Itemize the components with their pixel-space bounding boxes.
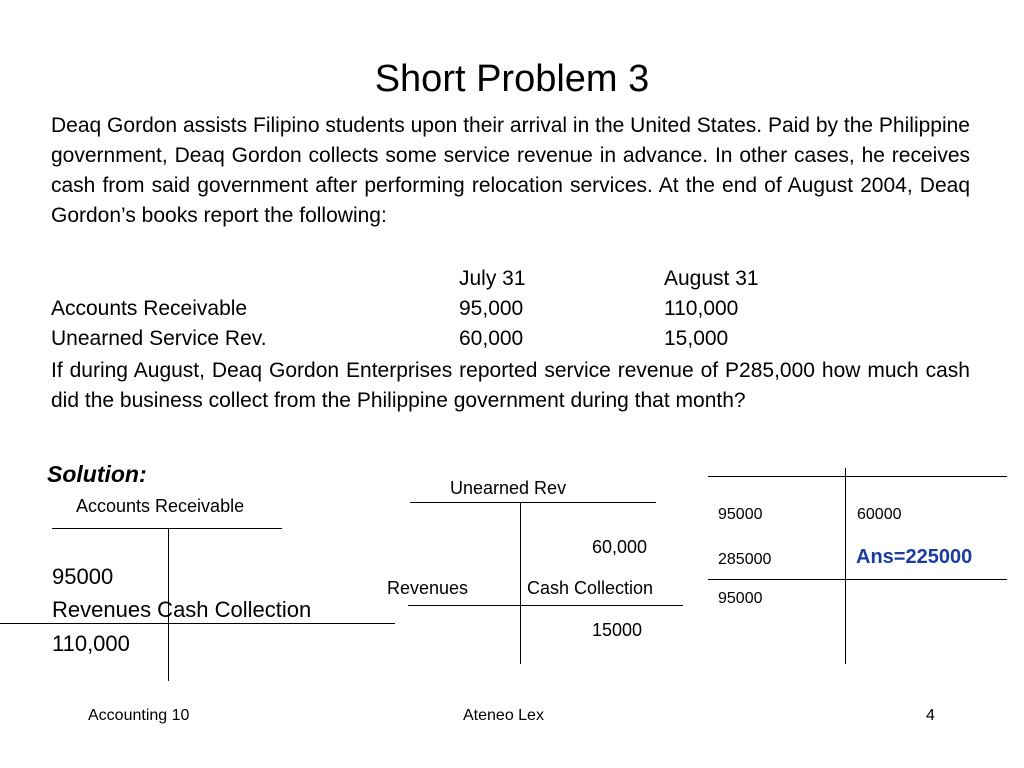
unearned-debit-label: Revenues [387, 578, 469, 598]
left-value: 95000 [718, 590, 763, 607]
slide-title: Short Problem 3 [374, 58, 650, 100]
problem-paragraph: Deaq Gordon assists Filipino students upon their arrival in the United States. Paid by the Philippine government, Deaq Gordon collects some service revenue in advance. In other cases, he receives cash from said government after performing relocation services. At the end of August 2004, Deaq Gordon’s books report the following: [51, 114, 970, 227]
t-account-bottom-rule [0, 623, 395, 624]
ar-entry-labels: Revenues Cash Collection [52, 597, 312, 622]
solution-label: Solution: [47, 461, 147, 487]
t-account-top-rule [410, 502, 656, 503]
answer-label: Ans=225000 [856, 546, 973, 568]
right-value: 60000 [857, 506, 902, 523]
footer-course: Accounting 10 [88, 707, 190, 724]
row-august-value: 15,000 [664, 327, 729, 350]
table-row [51, 324, 970, 354]
table-row [51, 294, 970, 324]
t-account-top-rule [708, 476, 1007, 477]
unearned-beginning-balance: 60,000 [592, 537, 648, 557]
header-august: August 31 [664, 267, 759, 290]
table-header-row [51, 264, 970, 294]
footer-page-number: 4 [926, 707, 935, 724]
t-account-bottom-rule [408, 605, 683, 606]
unearned-credit-label: Cash Collection [527, 578, 654, 598]
t-account-top-rule [52, 528, 282, 529]
t-account-title: Accounts Receivable [76, 496, 245, 516]
row-label: Unearned Service Rev. [51, 327, 267, 350]
left-value: 285000 [718, 551, 772, 568]
header-july: July 31 [459, 267, 526, 290]
row-july-value: 60,000 [459, 327, 524, 350]
ar-beginning-balance: 95000 [52, 564, 114, 589]
row-july-value: 95,000 [459, 297, 524, 320]
left-value: 95000 [718, 506, 763, 523]
t-account-vertical-rule [845, 468, 846, 664]
t-account-vertical-rule [520, 503, 521, 664]
t-account-bottom-rule [708, 579, 1007, 580]
question-paragraph: If during August, Deaq Gordon Enterprises reported service revenue of P285,000 how much cash did the business collect from the Philippine government during that month? [51, 359, 970, 412]
footer-school: Ateneo Lex [463, 707, 544, 724]
unearned-ending-balance: 15000 [592, 620, 643, 640]
t-account-title: Unearned Rev [450, 478, 567, 498]
row-august-value: 110,000 [664, 297, 739, 320]
row-label: Accounts Receivable [51, 297, 248, 320]
ar-ending-balance: 110,000 [52, 631, 130, 656]
